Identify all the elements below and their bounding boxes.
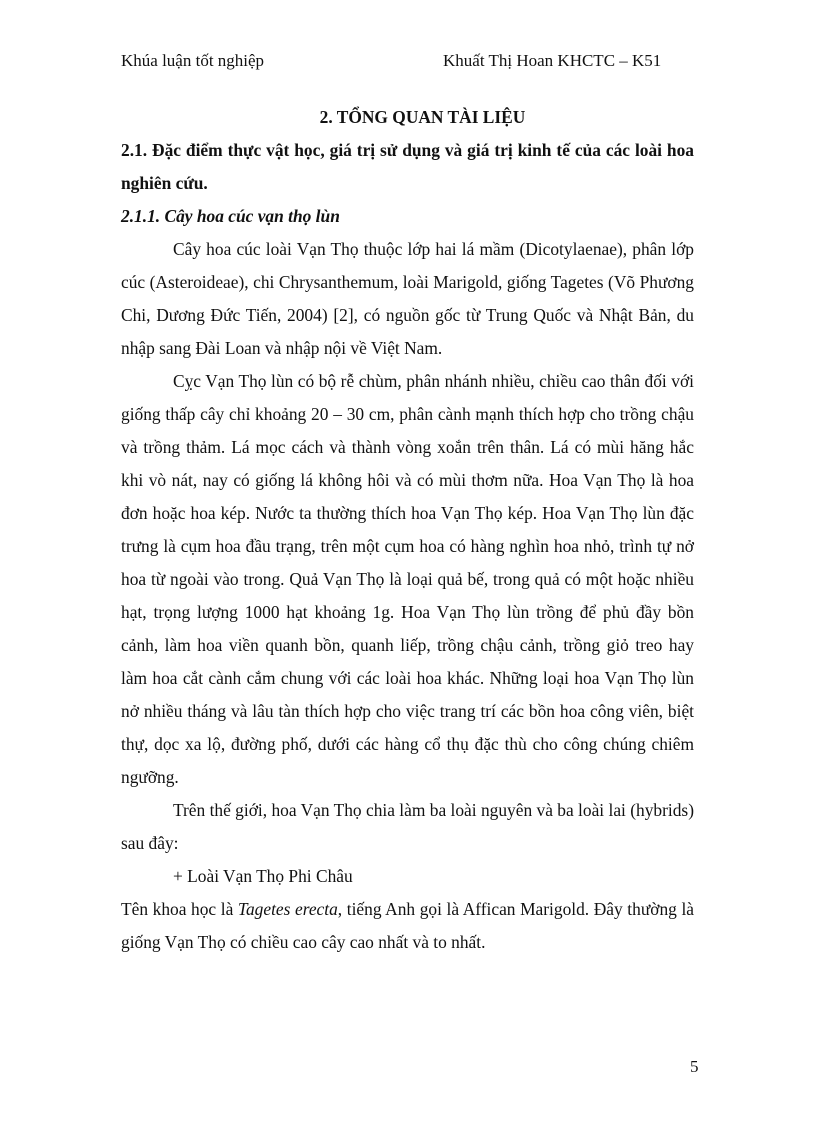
bullet-african-marigold: + Loài Vạn Thọ Phi Châu bbox=[173, 866, 353, 886]
section-heading: 2.1. Đặc điểm thực vật học, giá trị sử dụng và giá trị kinh tế của các loài hoa nghiên cứu. bbox=[121, 140, 694, 193]
scientific-name-prefix: Tên khoa học là bbox=[121, 899, 238, 919]
scientific-name-suffix: , tiếng Anh gọi là Affican Marigold. Đây thường là giống Vạn Thọ có chiều cao cây cao nhất và to nhất. bbox=[121, 899, 694, 952]
header-author-label: Khuất Thị Hoan KHCTC – K51 bbox=[443, 51, 662, 70]
subsection-heading: 2.1.1. Cây hoa cúc vạn thọ lùn bbox=[121, 206, 340, 226]
header-thesis-label: Khúa luận tốt nghiệp bbox=[121, 51, 265, 70]
paragraph-scientific-name bbox=[121, 893, 694, 959]
chapter-heading: 2. TỔNG QUAN TÀI LIỆU bbox=[319, 107, 526, 127]
paragraph-species: Trên thế giới, hoa Vạn Thọ chia làm ba loài nguyên và ba loài lai (hybrids) sau đây: bbox=[121, 800, 694, 853]
page-content bbox=[121, 101, 694, 959]
paragraph-origin: Cây hoa cúc loài Vạn Thọ thuộc lớp hai lá mầm (Dicotylaenae), phân lớp cúc (Asteroideae), chi Chrysanthemum, loài Marigold, giống Tagetes (Võ Phương Chi, Dương Đức Tiến, 2004) [2], có nguồn gốc từ Trung Quốc và Nhật Bản, du nhập sang Đài Loan và nhập nội về Việt Nam. bbox=[121, 239, 694, 358]
paragraph-morphology: Cỵc Vạn Thọ lùn có bộ rễ chùm, phân nhánh nhiều, chiều cao thân đối với giống thấp cây chỉ khoảng 20 – 30 cm, phân cành mạnh thích hợp cho trồng chậu và trồng thảm. Lá mọc cách và thành vòng xoắn trên thân. Lá có mùi hăng hắc khi vò nát, nay có giống lá không hôi và có mùi thơm nữa. Hoa Vạn Thọ là hoa đơn hoặc hoa kép. Nước ta thường thích hoa Vạn Thọ kép. Hoa Vạn Thọ lùn đặc trưng là cụm hoa đầu trạng, trên một cụm hoa có hàng nghìn hoa nhỏ, trình tự nở hoa từ ngoài vào trong. Quả Vạn Thọ là loại quả bế, trong quả có một hoặc nhiều hạt, trọng lượng 1000 hạt khoảng 1g. Hoa Vạn Thọ lùn trồng để phủ đầy bồn cảnh, làm hoa viền quanh bồn, quanh liếp, trồng chậu cảnh, trồng giỏ treo hay làm hoa cắt cành cắm chung với các loài hoa khác. Những loại hoa Vạn Thọ lùn nở nhiều tháng và lâu tàn thích hợp cho việc trang trí các bồn hoa công viên, biệt thự, dọc xa lộ, đường phố, dưới các hàng cổ thụ đặc thù cho công chúng chiêm ngưỡng. bbox=[121, 371, 694, 787]
page-number: 5 bbox=[690, 1057, 699, 1076]
scientific-name-italic: Tagetes erecta bbox=[237, 899, 338, 919]
